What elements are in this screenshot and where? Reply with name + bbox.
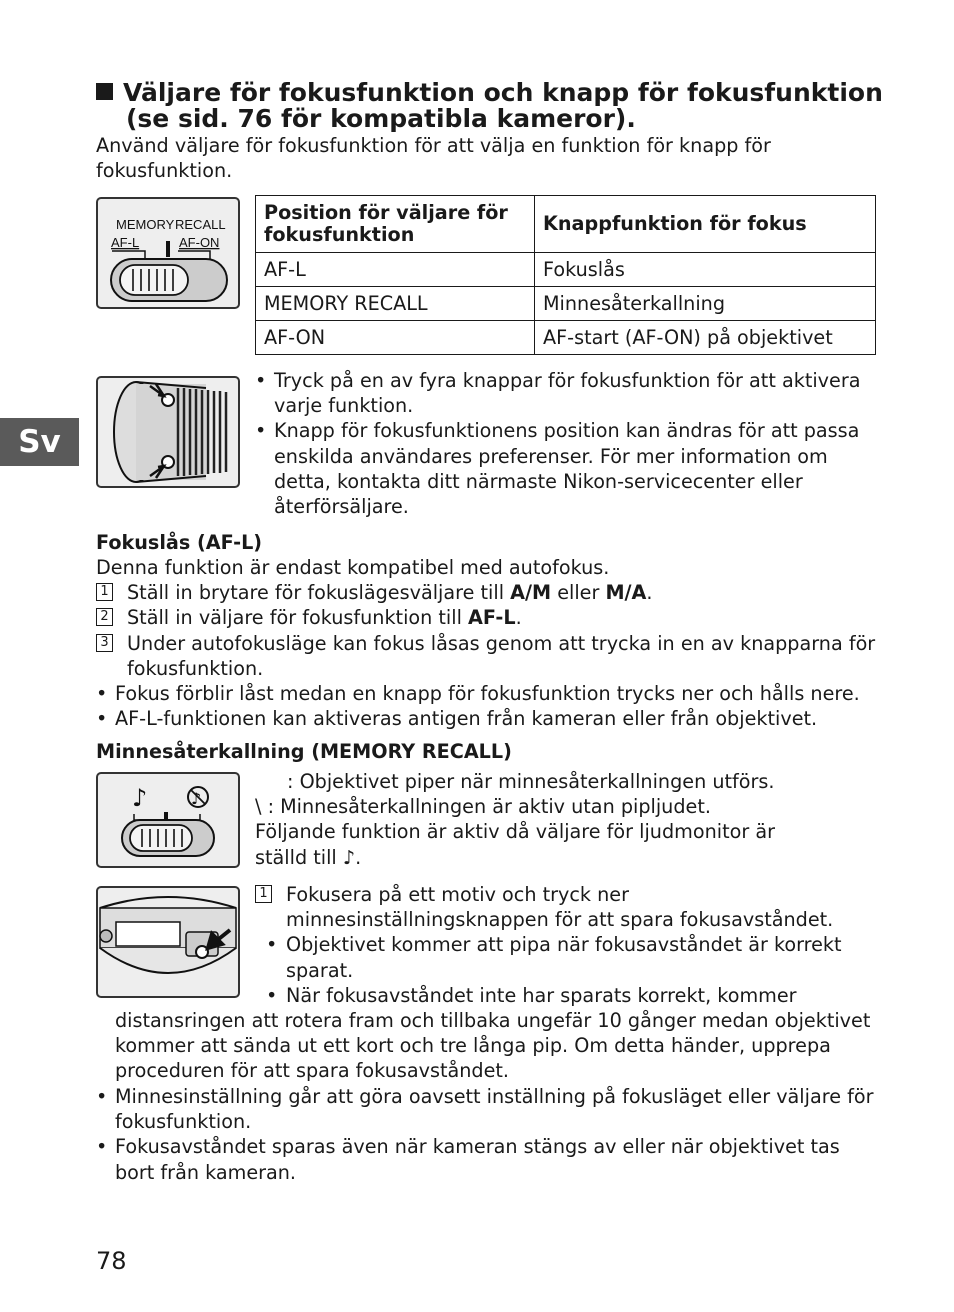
step-text: Ställ in brytare för fokuslägesväljare till [127, 581, 511, 605]
focus-lock-desc: Denna funktion är endast kompatibel med autofokus. [96, 556, 610, 579]
table-cell: Fokuslås [535, 253, 876, 287]
step-number: 2 [96, 608, 113, 626]
step-1 [96, 580, 876, 605]
step-3 [96, 631, 876, 681]
list-item: • Minnesinställning går att göra oavsett inställning på fokusläget eller väljare för fokusfunktion. [96, 1084, 877, 1134]
list-item: • Fokusavståndet sparas även när kameran stängs av eller när objektivet tas bort från kameran. [96, 1134, 877, 1184]
table-cell: MEMORY RECALL [256, 287, 535, 321]
step-bold: M/A [605, 581, 647, 605]
sound-switch-drawing [98, 774, 238, 866]
page-number: 78 [96, 1247, 127, 1275]
intro-text: Använd väljare för fokusfunktion för att välja en funktion för knapp för fokusfunktion. [96, 134, 771, 183]
memory-line3: Följande funktion är aktiv då väljare för ljudmonitor är [255, 820, 775, 844]
label-recall: RECALL [175, 217, 226, 232]
memory-step-cont: distansringen att rotera fram och tillbaka ungefär 10 gånger medan objektivet kommer att sända ut ett kort och tre långa pip. Om detta händer, upprepa proceduren för att spara fokusavståndet. [115, 1009, 871, 1083]
table-row [256, 253, 876, 287]
memory-line1: : Objektivet piper när minnesåterkallningen utförs. [287, 770, 775, 793]
heading-line2: (se sid. 76 för kompatibla kameror). [126, 104, 636, 133]
memory-steps [255, 882, 875, 1008]
square-bullet-icon [96, 83, 113, 100]
step-text: Under autofokusläge kan fokus låsas genom att trycka in en av knapparna för fokusfunktion. [127, 631, 876, 680]
lens-buttons-illustration [96, 376, 240, 488]
list-item: • AF-L-funktionen kan aktiveras antigen från kameran eller från objektivet. [96, 706, 876, 731]
focus-switch-drawing [98, 199, 238, 307]
step-2 [96, 605, 876, 630]
label-afl: AF-L [111, 235, 140, 250]
list-item: • När fokusavståndet inte har sparats korrekt, kommer [266, 983, 875, 1008]
step-text: Fokusera på ett motiv och tryck ner minnesinställningsknappen för att spara fokusavståndet. [286, 883, 834, 932]
svg-text:♪: ♪ [132, 784, 148, 812]
memory-line4: ställd till ♪. [255, 845, 362, 869]
table-cell: AF-start (AF-ON) på objektivet [535, 321, 876, 355]
step-bold: AF-L [468, 606, 516, 630]
table-cell: Minnesåterkallning [535, 287, 876, 321]
step-text: Ställ in väljare för fokusfunktion till [127, 606, 469, 630]
language-tab: Sv [0, 418, 79, 466]
step-number: 3 [96, 634, 113, 652]
step-text: . [515, 606, 522, 630]
memory-button-drawing [98, 888, 238, 996]
memory-intro [255, 769, 875, 870]
table-header: Position för väljare för fokusfunktion [256, 196, 535, 253]
table-row [256, 321, 876, 355]
table-header-row [256, 196, 876, 253]
memory-line2: \ : Minnesåterkallningen är aktiv utan pipljudet. [255, 795, 711, 819]
focus-function-table [255, 195, 876, 355]
table-cell: AF-L [256, 253, 535, 287]
step-text: eller [551, 581, 606, 605]
step-bold: A/M [510, 581, 552, 605]
step-number: 1 [255, 885, 272, 903]
label-memory: MEMORY [116, 217, 175, 232]
list-item: • Fokus förblir låst medan en knapp för fokusfunktion trycks ner och hålls nere. [96, 681, 876, 706]
table-header: Knappfunktion för fokus [535, 196, 876, 253]
table-row [256, 287, 876, 321]
focus-switch-illustration [96, 197, 240, 309]
table-cell: AF-ON [256, 321, 535, 355]
memory-title: Minnesåterkallning (MEMORY RECALL) [96, 740, 512, 763]
sound-switch-illustration [96, 772, 240, 868]
lens-barrel-drawing [98, 378, 238, 486]
focus-lock-title: Fokuslås (AF-L) [96, 531, 263, 554]
memory-step-1 [255, 882, 875, 932]
svg-text:♪: ♪ [191, 789, 202, 808]
memory-bullets [96, 1084, 877, 1185]
heading-line1: Väljare för fokusfunktion och knapp för fokusfunktion [123, 78, 883, 107]
bullets-a [255, 368, 875, 519]
memory-button-illustration [96, 886, 240, 998]
list-item: • Objektivet kommer att pipa när fokusavståndet är korrekt sparat. [266, 932, 875, 982]
list-item: • Tryck på en av fyra knappar för fokusfunktion för att aktivera varje funktion. [255, 368, 875, 418]
list-item: • Knapp för fokusfunktionens position kan ändras för att passa enskilda användares preferenser. För mer information om detta, kontakta ditt närmaste Nikon-servicecenter eller återförsäljare. [255, 418, 875, 519]
step-number: 1 [96, 583, 113, 601]
label-afon: AF-ON [179, 235, 220, 250]
focus-lock-body [96, 555, 876, 731]
section-heading [96, 80, 916, 132]
step-text: . [646, 581, 653, 605]
